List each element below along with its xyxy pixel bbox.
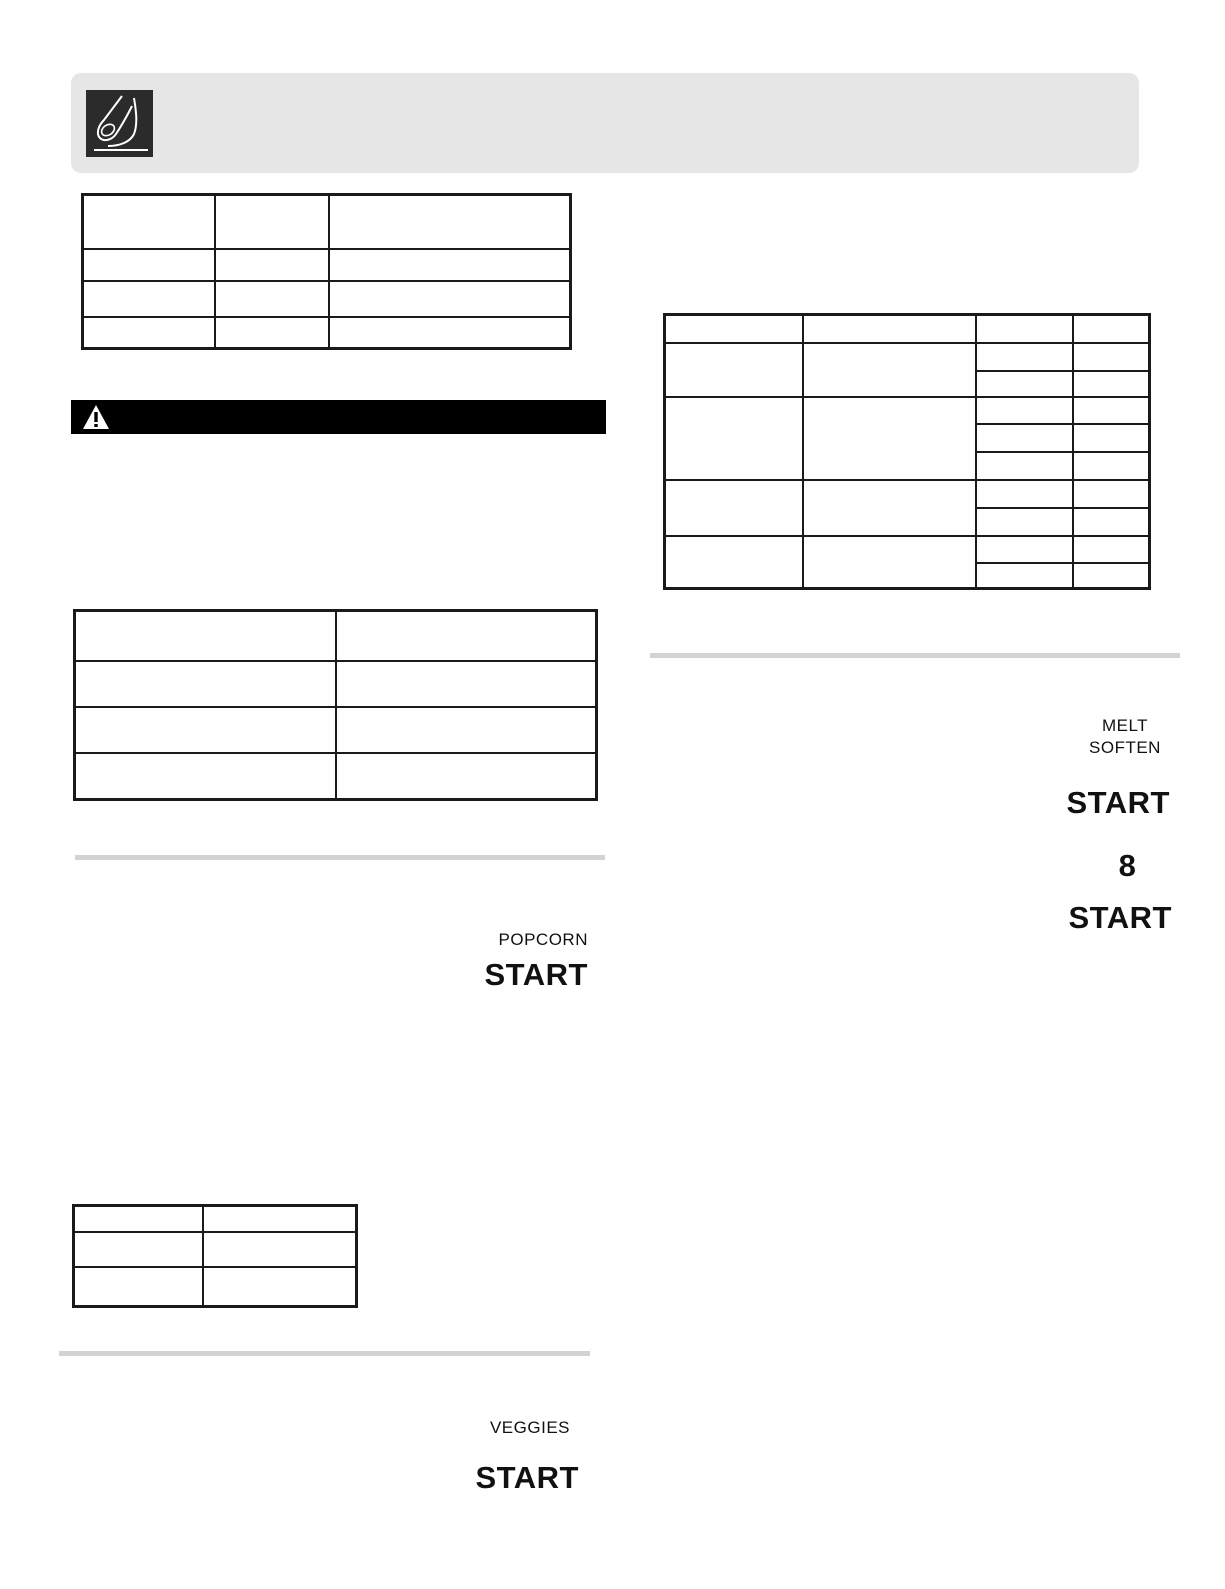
number-key-label: 8	[1118, 848, 1137, 883]
section-divider	[650, 653, 1180, 658]
soften-key-label: SOFTEN	[1089, 738, 1161, 757]
section-header-band	[71, 73, 1139, 173]
start-key-label: START	[1066, 785, 1170, 820]
section-divider	[75, 855, 605, 860]
touch-pad-finger-icon	[86, 90, 153, 157]
veggies-key-label: VEGGIES	[489, 1418, 570, 1437]
start-key-label: START	[1068, 900, 1172, 935]
start-key-label: START	[475, 1460, 579, 1495]
popcorn-size-table	[73, 609, 598, 801]
start-key-label: START	[484, 957, 588, 992]
section-divider	[59, 1351, 590, 1356]
veggies-table	[72, 1204, 358, 1308]
warning-bar	[71, 400, 606, 434]
melt-soften-table	[663, 313, 1151, 590]
warning-triangle-icon	[81, 403, 111, 435]
melt-key-label: MELT	[1101, 716, 1149, 735]
power-level-table	[81, 193, 572, 350]
popcorn-key-label: POPCORN	[498, 930, 588, 949]
